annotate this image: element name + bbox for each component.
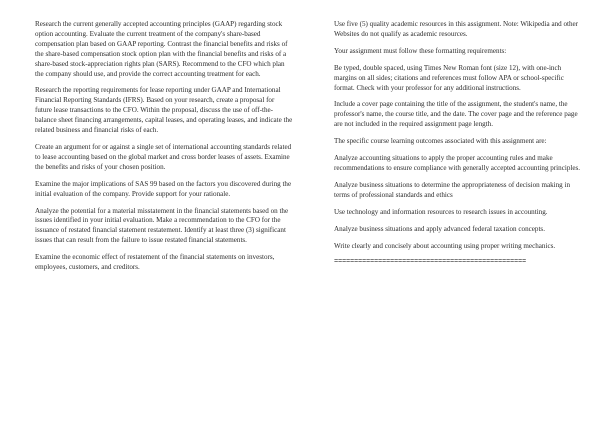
paragraph-outcomes-intro: The specific course learning outcomes associated with this assignment are: bbox=[334, 137, 547, 146]
paragraph-cover-page: Include a cover page containing the title of the assignment, the student's name, the professor's name, the course title, and the date. The cover page and the reference page are not included in the required assignment page length. bbox=[334, 100, 578, 129]
paragraph-formatting-font: Be typed, double spaced, using Times New Roman font (size 12), with one-inch margins on all sides; citations and references must follow APA or school-specific format. Check with your professor for any additional instructions. bbox=[334, 63, 564, 92]
separator-line: ================================================ bbox=[334, 258, 527, 267]
outcome-writing-mechanics: Write clearly and concisely about accounting using proper writing mechanics. bbox=[334, 241, 556, 250]
paragraph-international-standards: Create an argument for or against a single set of international accounting standards related to lease accounting based on the global market and cross border leases of assets. Examine the benefits and risks of your chosen position. bbox=[35, 142, 292, 171]
paragraph-formatting-intro: Your assignment must follow these formatting requirements: bbox=[334, 46, 507, 55]
paragraph-material-misstatement: Analyze the potential for a material misstatement in the financial statements based on the issues identified in your initial evaluation. Make a recommendation to the CFO for the issuance of restated financial statement restatement. Identify at least three (3) significant issues that can result from the failure to issue restated financial statements. bbox=[35, 206, 289, 245]
left-column bbox=[35, 20, 293, 280]
paragraph-sas-99: Examine the major implications of SAS 99 based on the factors you discovered during the initial evaluation of the company. Provide support for your rationale. bbox=[35, 179, 292, 198]
right-column bbox=[334, 20, 584, 266]
paragraph-resources: Use five (5) quality academic resources in this assignment. Note: Wikipedia and other Websites do not qualify as academic resources. bbox=[334, 20, 579, 38]
paragraph-economic-effect: Examine the economic effect of restatement of the financial statements on investors, employees, customers, and creditors. bbox=[35, 253, 275, 272]
paragraph-stock-option-accounting: Research the current generally accepted accounting principles (GAAP) regarding stock option accounting. Evaluate the current treatment of the company's share-based compensation plan based on GAAP reporting. Contrast the financial benefits and risks of the share-based compensation stock option plan with the financial benefits and risks of a share-based stock-appreciation rights plan (SARS). Recommend to the CFO which plan the company should use, and provide the correct accounting treatment for each. bbox=[35, 20, 288, 78]
paragraph-lease-reporting: Research the reporting requirements for lease reporting under GAAP and International Financial Reporting Standards (IFRS). Based on your research, create a proposal for future lease transactions to the CFO. Within the proposal, discuss the use of off-the-balance sheet financing arrangements, capital leases, and operating leases, and indicate the related business and financial risks of each. bbox=[35, 86, 293, 135]
outcome-professional-standards: Analyze business situations to determine the appropriateness of decision making in terms of professional standards and ethics bbox=[334, 180, 571, 199]
outcome-federal-taxation: Analyze business situations and apply advanced federal taxation concepts. bbox=[334, 224, 545, 233]
outcome-technology-research: Use technology and information resources to research issues in accounting. bbox=[334, 207, 548, 216]
outcome-accounting-rules: Analyze accounting situations to apply the proper accounting rules and make recommendations to ensure compliance with generally accepted accounting principles. bbox=[334, 154, 581, 172]
